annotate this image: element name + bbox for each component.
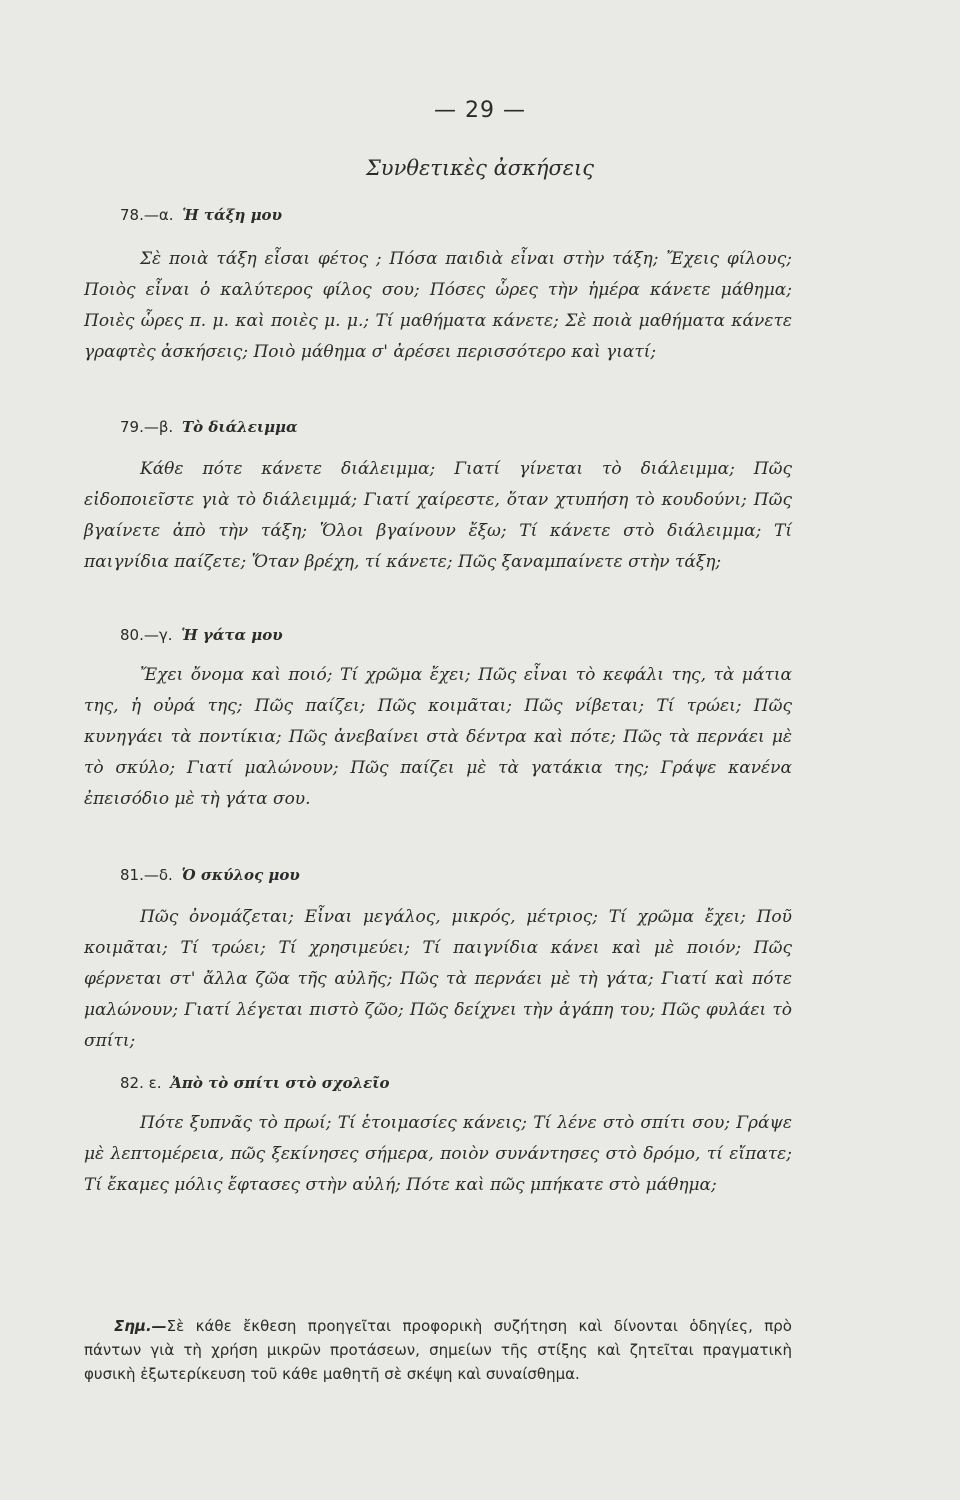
exercise-text: Ἔχει ὄνομα καὶ ποιό; Τί χρῶμα ἔχει; Πῶς εἶναι τὸ κεφάλι της, τὰ μάτια της, ἡ οὐρά της; Πῶς παίζει; Πῶς κοιμᾶται; Πῶς νίβεται; Τί τρώει; Πῶς κυνηγάει τὰ ποντίκια; Πῶς ἀνεβαίνει στὰ δέντρα καὶ πότε; Πῶς τὰ περνάει μὲ τὸ σκύλο; Γιατί μαλώνουν; Πῶς παίζει μὲ τὰ γατάκια της; Γράψε κανένα ἐπεισόδιο μὲ τὴ γάτα σου. bbox=[84, 665, 792, 809]
footnote-text: Σὲ κάθε ἔκθεση προηγεῖται προφορικὴ συζήτηση καὶ δίνονται ὁδηγίες, πρὸ πάντων γιὰ τὴ χρήση μικρῶν προτάσεων, σημείων τῆς στίξης καὶ ζητεῖται πραγματικὴ φυσικὴ ἐξωτερίκευση τοῦ κάθε μαθητῆ σὲ σκέψη καὶ συναίσθημα. bbox=[84, 1317, 792, 1383]
footnote bbox=[84, 1314, 792, 1386]
exercise-title: Ὁ σκύλος μου bbox=[181, 866, 300, 884]
exercise-text: Κάθε πότε κάνετε διάλειμμα; Γιατί γίνεται τὸ διάλειμμα; Πῶς εἰδοποιεῖστε γιὰ τὸ διάλειμμά; Γιατί χαίρεστε, ὅταν χτυπήση τὸ κουδούνι; Πῶς βγαίνετε ἀπὸ τὴν τάξη; Ὅλοι βγαίνουν ἔξω; Τί κάνετε στὸ διάλειμμα; Τί παιγνίδια παίζετε; Ὅταν βρέχη, τί κάνετε; Πῶς ξαναμπαίνετε στὴν τάξη; bbox=[84, 459, 792, 572]
exercise-number: 78.—α. bbox=[120, 206, 174, 224]
exercise-heading bbox=[120, 418, 298, 436]
page-number: — 29 — bbox=[434, 98, 526, 123]
exercise-heading bbox=[120, 206, 282, 224]
exercise-number: 80.—γ. bbox=[120, 626, 173, 644]
exercise-text: Σὲ ποιὰ τάξη εἶσαι φέτος ; Πόσα παιδιὰ εἶναι στὴν τάξη; Ἔχεις φίλους; Ποιὸς εἶναι ὁ καλύτερος φίλος σου; Πόσες ὧρες τὴν ἡμέρα κάνετε μάθημα; Ποιὲς ὧρες π. μ. καὶ ποιὲς μ. μ.; Τί μαθήματα κάνετε; Σὲ ποιὰ μαθήματα κάνετε γραφτὲς ἀσκήσεις; Ποιὸ μάθημα σ' ἀρέσει περισσότερο καὶ γιατί; bbox=[84, 249, 792, 362]
exercise-number: 79.—β. bbox=[120, 418, 174, 436]
exercise-heading bbox=[120, 626, 283, 644]
exercise-number: 82. ε. bbox=[120, 1074, 162, 1092]
footnote-label: Σημ.— bbox=[114, 1317, 167, 1335]
exercise-title: Τὸ διάλειμμα bbox=[181, 418, 298, 436]
section-title: Συνθετικὲς ἀσκήσεις bbox=[365, 156, 595, 180]
exercise-title: Ἡ γάτα μου bbox=[181, 626, 283, 644]
exercise-text: Πῶς ὀνομάζεται; Εἶναι μεγάλος, μικρός, μέτριος; Τί χρῶμα ἔχει; Ποῦ κοιμᾶται; Τί τρώει; Τί χρησιμεύει; Τί παιγνίδια κάνει καὶ μὲ ποιόν; Πῶς φέρνεται στ' ἄλλα ζῶα τῆς αὐλῆς; Πῶς τὰ περνάει μὲ τὴ γάτα; Γιατί καὶ πότε μαλώνουν; Γιατί λέγεται πιστὸ ζῶο; Πῶς δείχνει τὴν ἀγάπη του; Πῶς φυλάει τὸ σπίτι; bbox=[84, 907, 792, 1051]
exercise-number: 81.—δ. bbox=[120, 866, 173, 884]
exercise-title: Ἡ τάξη μου bbox=[182, 206, 282, 224]
exercise-heading bbox=[120, 866, 300, 884]
exercise-text: Πότε ξυπνᾶς τὸ πρωί; Τί ἑτοιμασίες κάνεις; Τί λένε στὸ σπίτι σου; Γράψε μὲ λεπτομέρεια, πῶς ξεκίνησες σήμερα, ποιὸν συνάντησες στὸ δρόμο, τί εἴπατε; Τί ἔκαμες μόλις ἔφτασες στὴν αὐλή; Πότε καὶ πῶς μπήκατε στὸ μάθημα; bbox=[84, 1113, 792, 1195]
exercise-title: Ἀπὸ τὸ σπίτι στὸ σχολεῖο bbox=[170, 1074, 390, 1092]
exercise-heading bbox=[120, 1074, 390, 1092]
